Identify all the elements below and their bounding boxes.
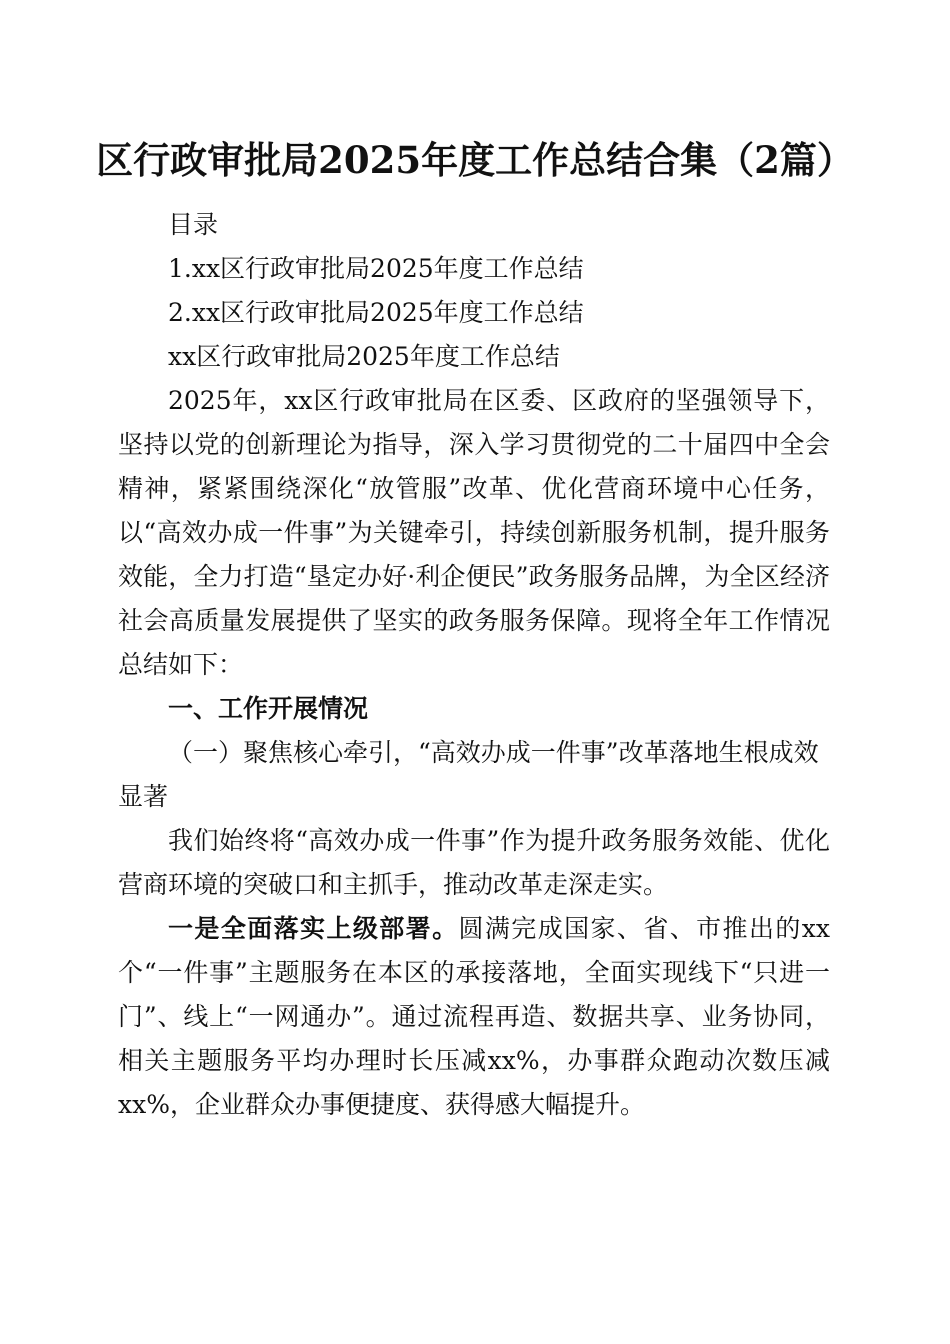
point-lead: 一是全面落实上级部署。: [168, 914, 459, 943]
article-title: xx区行政审批局2025年度工作总结: [168, 342, 560, 371]
subsection-heading: （一）聚焦核心牵引，“高效办成一件事”改革落地生根成效显著: [118, 738, 819, 811]
section-heading: 一、工作开展情况: [168, 694, 369, 723]
document-title: 区行政审批局2025年度工作总结合集（2篇）: [96, 138, 854, 182]
toc-item-2: 2.xx区行政审批局2025年度工作总结: [168, 298, 584, 327]
intro-paragraph: 2025年，xx区行政审批局在区委、区政府的坚强领导下，坚持以党的创新理论为指导，深入学习贯彻党的二十届四中全会精神，紧紧围绕深化“放管服”改革、优化营商环境中心任务，以“高效办成一件事”为关键牵引，持续创新服务机制，提升服务效能，全力打造“垦定办好·利企便民”政务服务品牌，为全区经济社会高质量发展提供了坚实的政务服务保障。现将全年工作情况总结如下：: [118, 386, 830, 679]
subsection-paragraph: 我们始终将“高效办成一件事”作为提升政务服务效能、优化营商环境的突破口和主抓手，推动改革走深走实。: [118, 826, 830, 899]
toc-heading: 目录: [168, 210, 219, 239]
toc-item-1: 1.xx区行政审批局2025年度工作总结: [168, 254, 584, 283]
point-text: 圆满完成国家、省、市推出的xx个“一件事”主题服务在本区的承接落地，全面实现线下“只进一门”、线上“一网通办”。通过流程再造、数据共享、业务协同，相关主题服务平均办理时长压减xx%，办事群众跑动次数压减xx%，企业群众办事便捷度、获得感大幅提升。: [118, 914, 830, 1119]
document-body: [118, 203, 830, 1127]
point-paragraph: [118, 907, 830, 1127]
